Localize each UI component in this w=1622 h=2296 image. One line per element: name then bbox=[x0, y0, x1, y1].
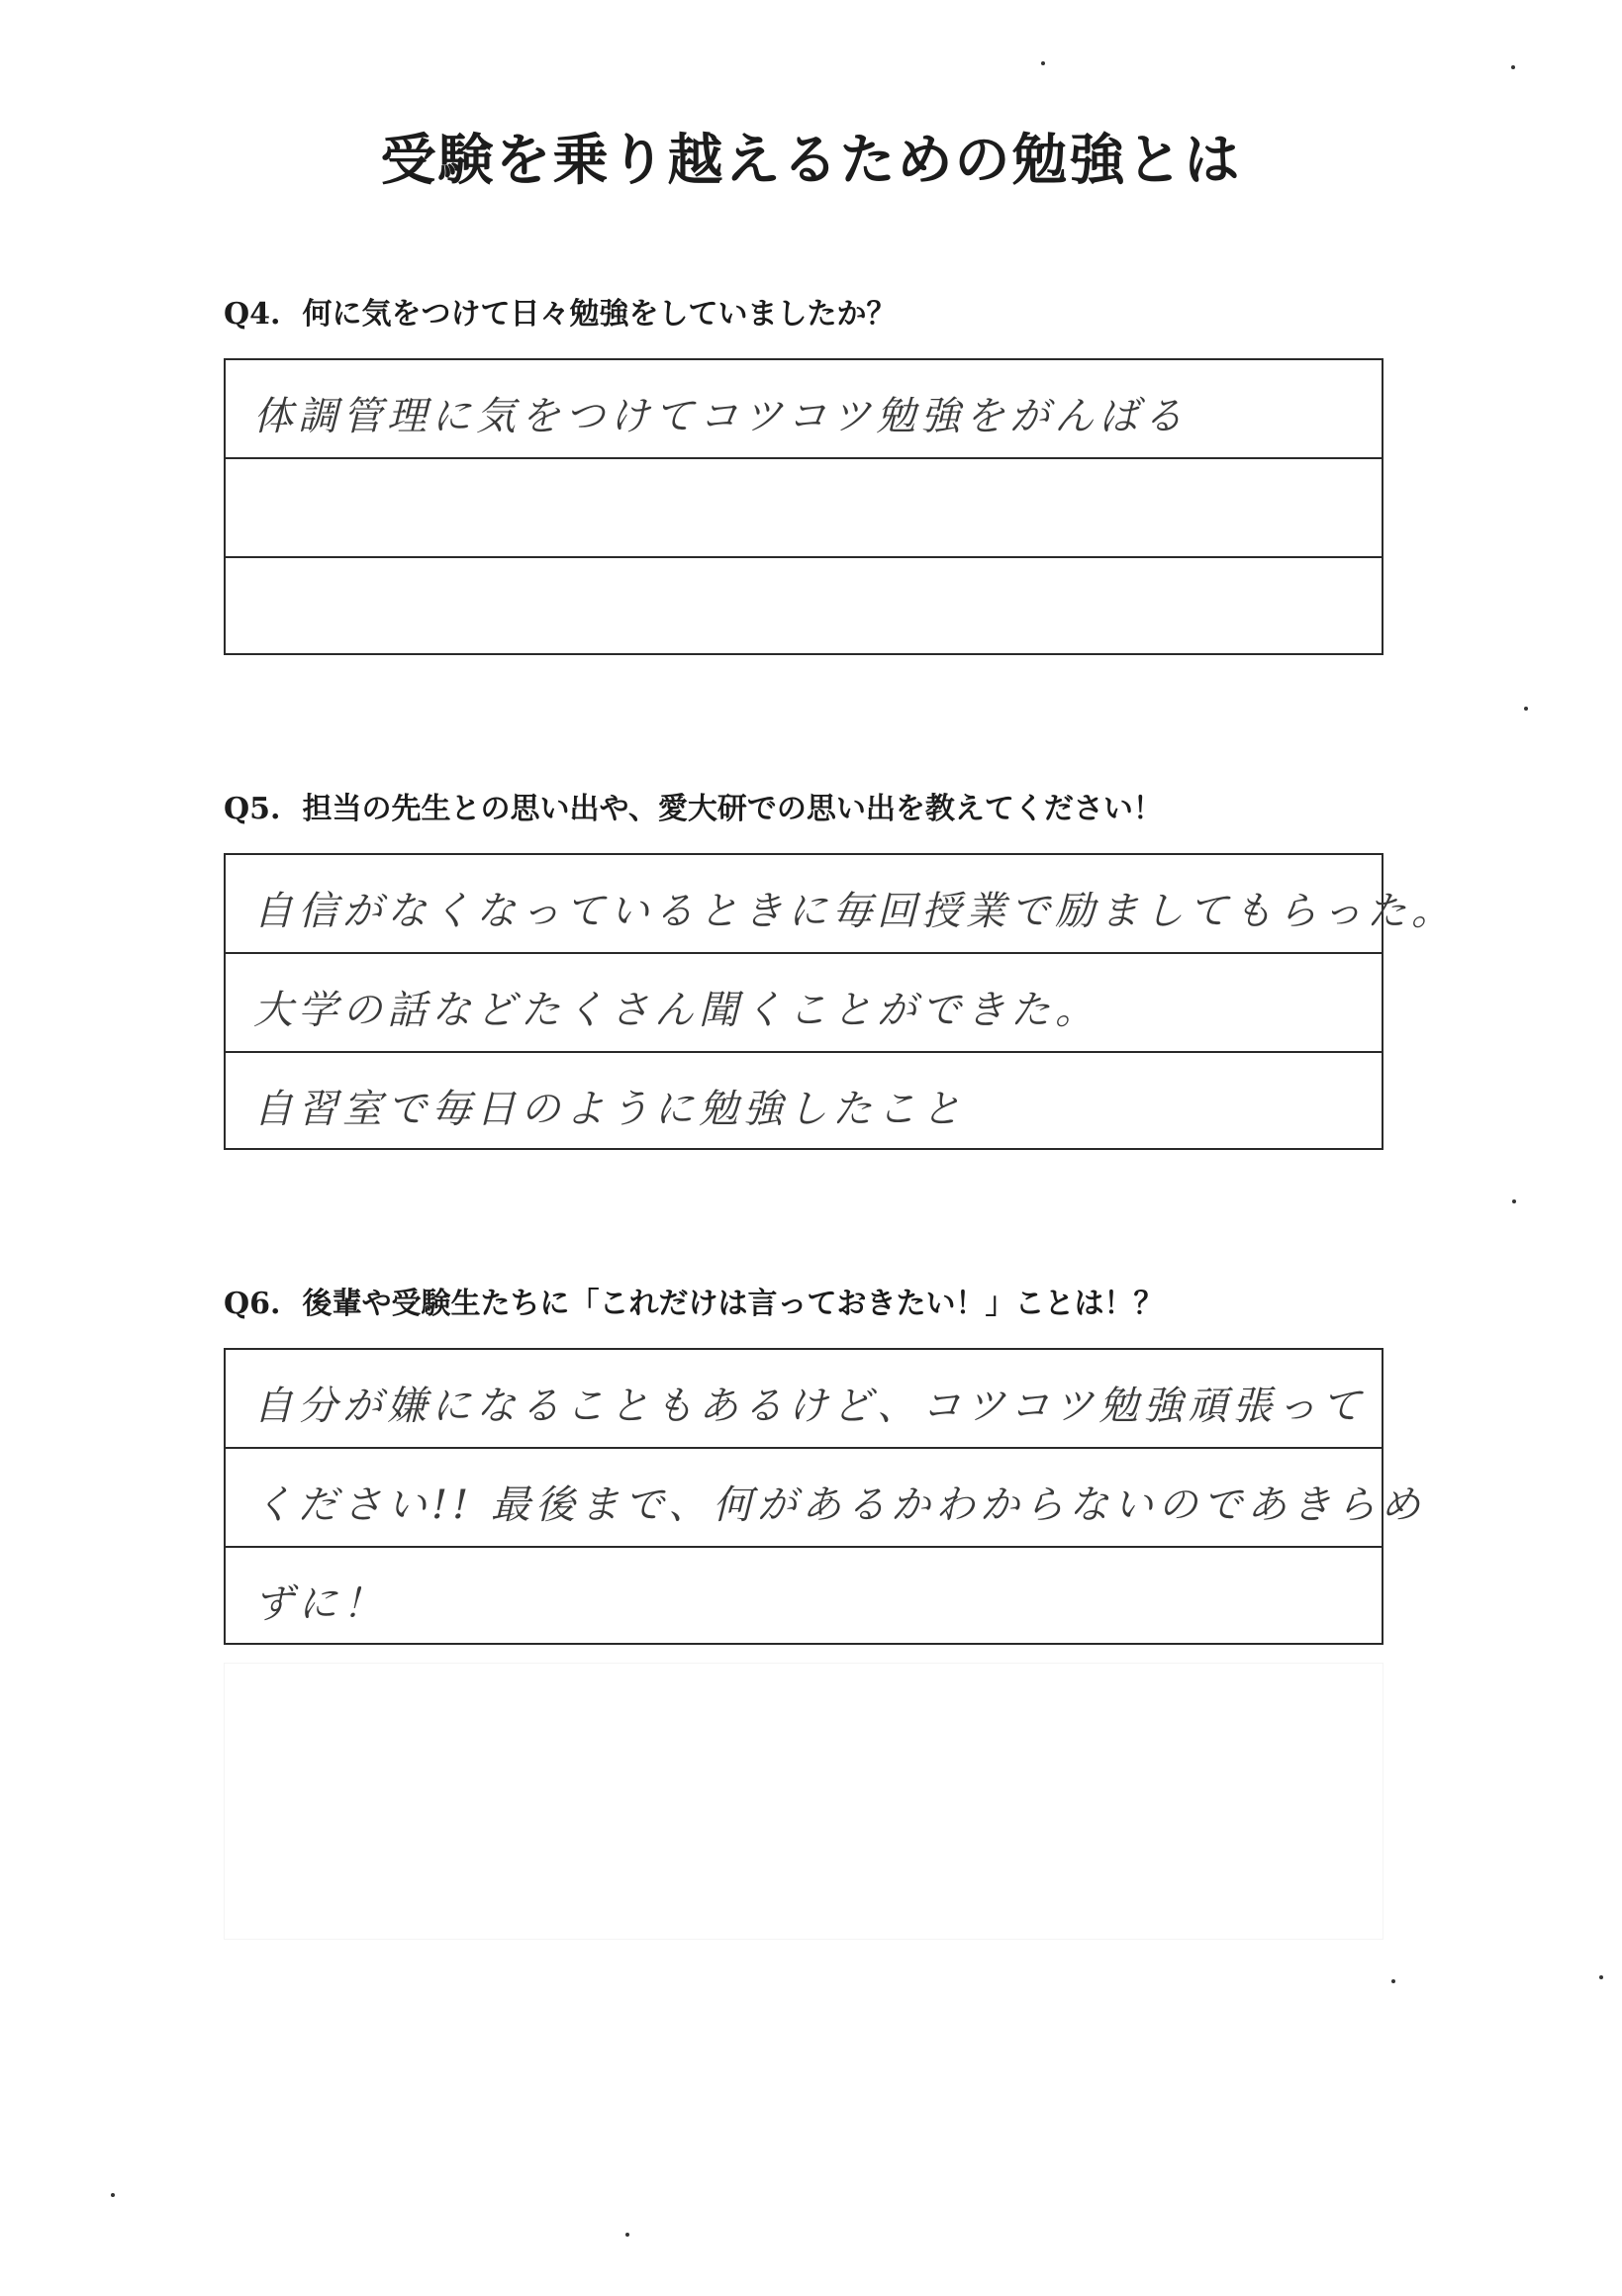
answer-line bbox=[226, 558, 1382, 655]
answer-line bbox=[226, 1053, 1382, 1150]
handwritten-answer: 自分が嫌になることもあるけど、コツコツ勉強頑張って bbox=[253, 1384, 1367, 1429]
answer-line bbox=[226, 1449, 1426, 1548]
question-number: Q5. bbox=[224, 792, 281, 826]
question-text: 後輩や受験生たちに「これだけは言っておきたい！」ことは！？ bbox=[302, 1287, 1164, 1321]
question-number: Q4. bbox=[224, 297, 281, 332]
scan-speck bbox=[1599, 1975, 1603, 1979]
question-text: 何に気をつけて日々勉強をしていましたか？ bbox=[302, 297, 897, 332]
page-title: 受験を乗り越えるための勉強とは bbox=[380, 129, 1242, 193]
answer-line bbox=[226, 1350, 1382, 1449]
handwritten-answer: ください!! 最後まで、何があるかわからないのであきらめ bbox=[253, 1483, 1426, 1528]
scan-speck bbox=[1391, 1979, 1395, 1983]
answer-box-q6 bbox=[224, 1348, 1426, 1645]
answer-line bbox=[226, 360, 1382, 459]
answer-box-q5 bbox=[224, 853, 1456, 1150]
question-text: 担当の先生との思い出や、愛大研での思い出を教えてください！ bbox=[302, 792, 1163, 826]
question-q6 bbox=[224, 1279, 1163, 1322]
scan-speck bbox=[625, 2233, 629, 2237]
answer-line bbox=[226, 1548, 1382, 1645]
scan-speck bbox=[1511, 65, 1515, 69]
handwritten-answer: ずに！ bbox=[253, 1581, 387, 1627]
answer-line bbox=[226, 459, 1382, 558]
answer-line bbox=[226, 855, 1456, 954]
question-q4 bbox=[224, 289, 896, 333]
scan-speck bbox=[1041, 61, 1045, 65]
handwritten-answer: 大学の話などたくさん聞くことができた。 bbox=[253, 988, 1099, 1033]
question-q5 bbox=[224, 784, 1163, 827]
handwritten-answer: 自習室で毎日のように勉強したこと bbox=[253, 1087, 966, 1132]
bleed-through-area bbox=[224, 1663, 1383, 1940]
answer-box-q4 bbox=[224, 358, 1383, 655]
answer-line bbox=[226, 954, 1382, 1053]
scan-speck bbox=[1524, 707, 1528, 711]
handwritten-answer: 体調管理に気をつけてコツコツ勉強をがんばる bbox=[253, 394, 1189, 439]
question-number: Q6. bbox=[224, 1287, 281, 1321]
scan-speck bbox=[1512, 1199, 1516, 1203]
handwritten-answer: 自信がなくなっているときに毎回授業で励ましてもらった。 bbox=[253, 889, 1456, 934]
scan-speck bbox=[111, 2193, 115, 2197]
